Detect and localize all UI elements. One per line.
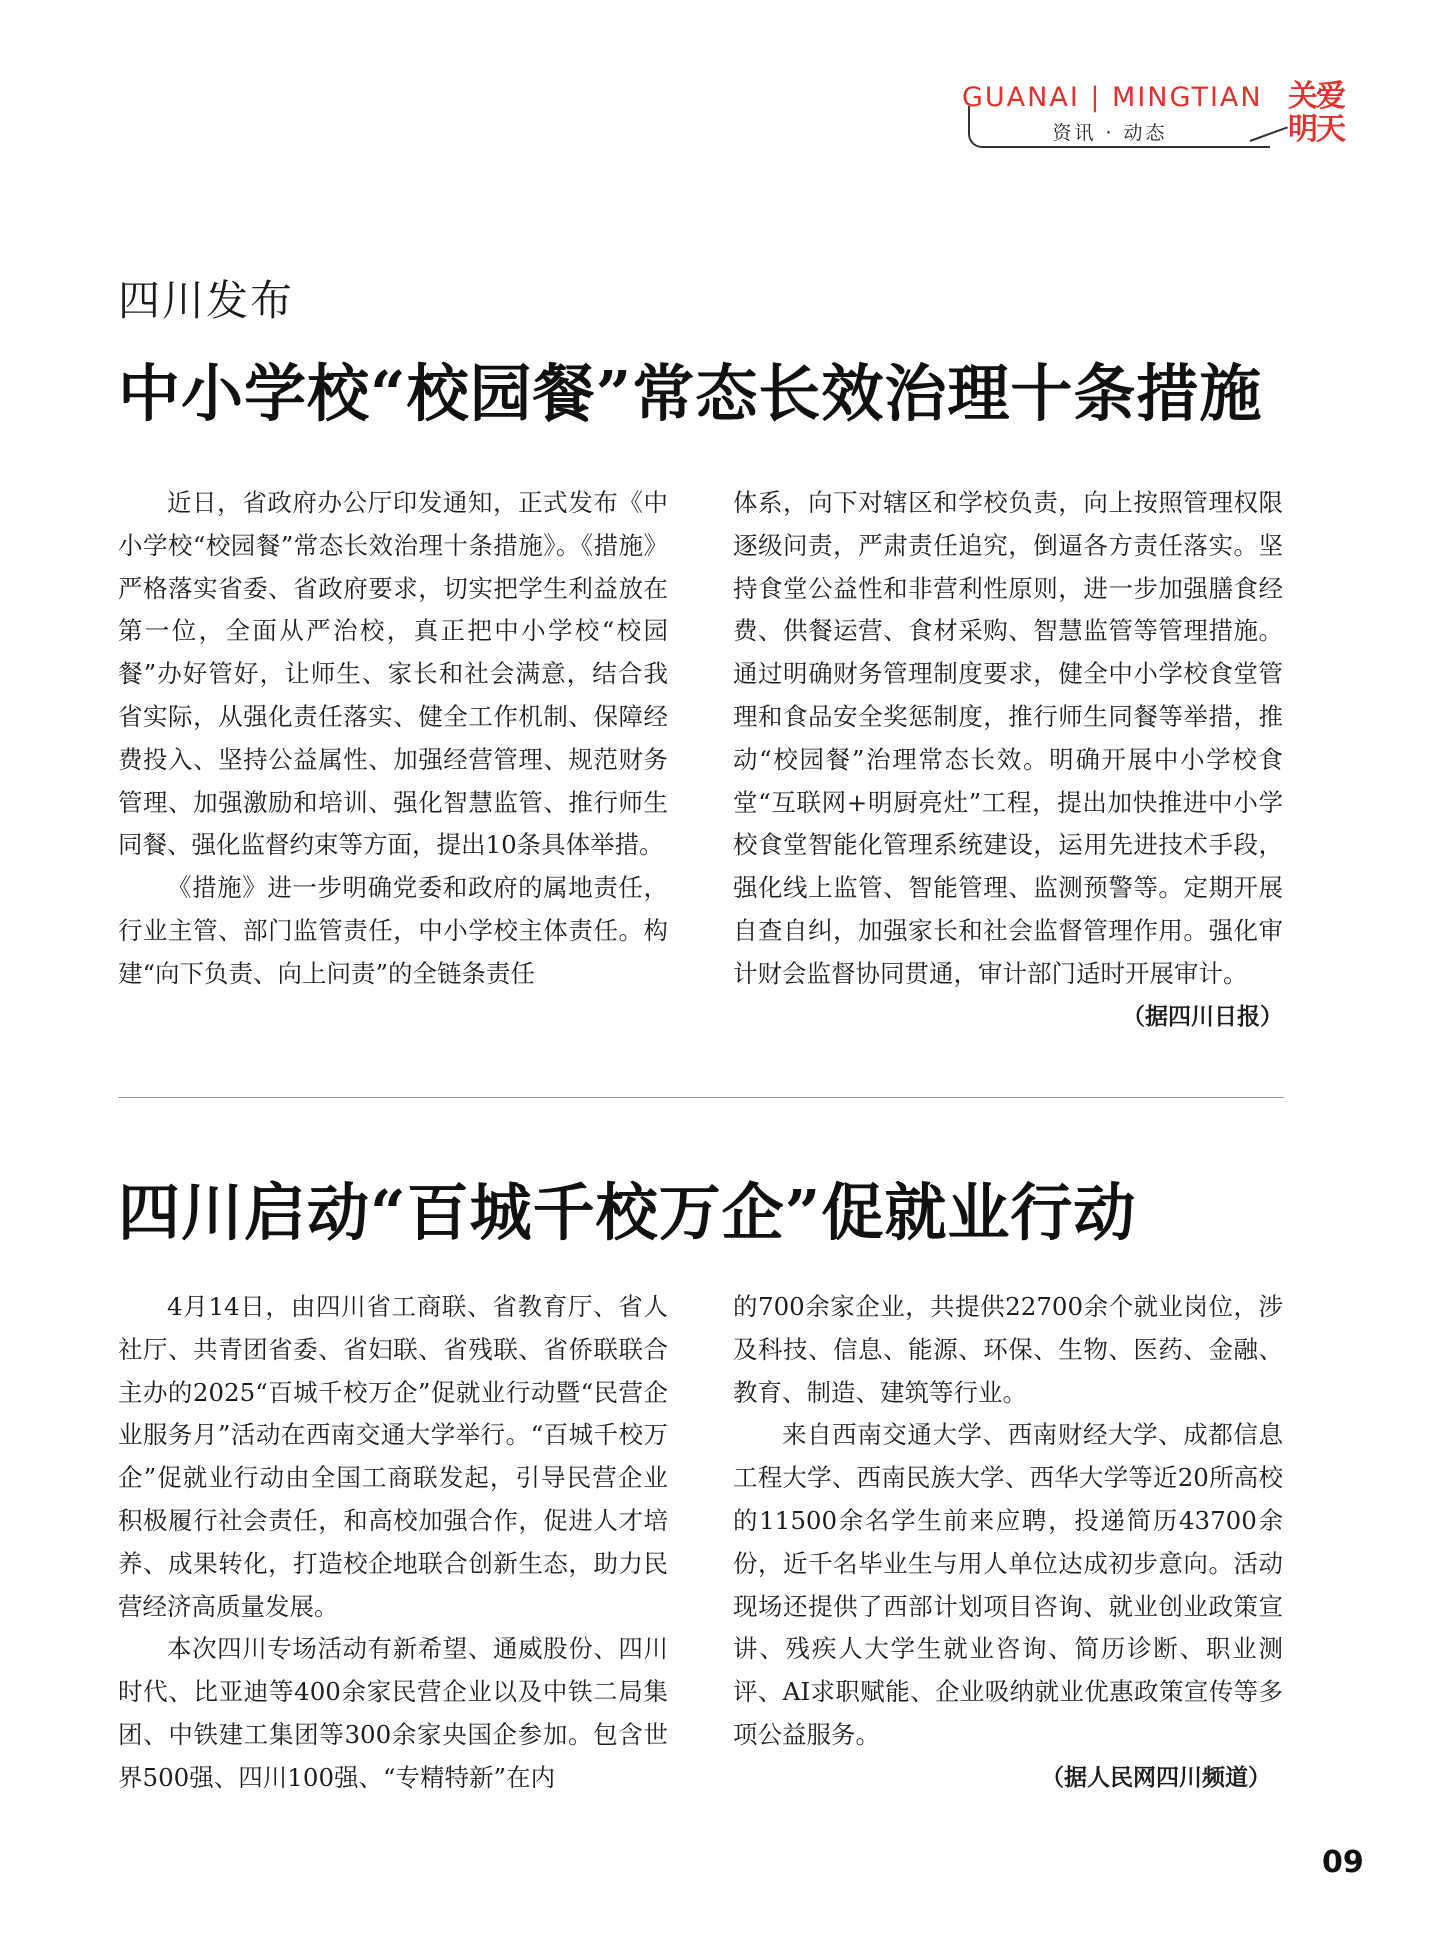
article1-right-column [733,482,1283,1038]
article1-source: （据四川日报） [1122,1003,1283,1030]
article2-paragraph: 4月14日，由四川省工商联、省教育厅、省人社厅、共青团省委、省妇联、省残联、省侨联联合主办的2025“百城千校万企”促就业行动暨“民营企业服务月”活动在西南交通大学举行。“百城千校万企”促就业行动由全国工商联发起，引导民营企业积极履行社会责任，和高校加强合作，促进人才培养、成果转化，打造校企地联合创新生态，助力民营经济高质量发展。 [118,1292,668,1621]
article1-left-column [118,482,668,996]
article1-paragraph: 近日，省政府办公厅印发通知，正式发布《中小学校“校园餐”常态长效治理十条措施》。《措施》严格落实省委、省政府要求，切实把学生利益放在第一位，全面从严治校，真正把中小学校“校园餐”办好管好，让师生、家长和社会满意，结合我省实际，从强化责任落实、健全工作机制、保障经费投入、坚持公益属性、加强经营管理、规范财务管理、加强激励和培训、强化智慧监管、推行师生同餐、强化监督约束等方面，提出10条具体举措。 [118,488,668,860]
page-number: 09 [1322,1845,1364,1880]
article1-paragraph-continued [733,482,1283,1030]
article1-kicker: 四川发布 [118,276,295,325]
article2-left-column [118,1286,668,1800]
article2-right-column [733,1286,1283,1800]
article1-title: 中小学校“校园餐”常态长效治理十条措施 [118,357,1263,430]
article2-paragraph: 来自西南交通大学、西南财经大学、成都信息工程大学、西南民族大学、西华大学等近20所高校的11500余名学生前来应聘，投递简历43700余份，近千名毕业生与用人单位达成初步意向。活动现场还提供了西部计划项目咨询、就业创业政策宣讲、残疾人大学生就业咨询、简历诊断、职业测评、AI求职赋能、企业吸纳就业优惠政策宣传等多项公益服务。 [733,1420,1283,1749]
article2-paragraph-continued: 的700余家企业，共提供22700余个就业岗位，涉及科技、信息、能源、环保、生物、医药、金融、教育、制造、建筑等行业。 [733,1292,1283,1407]
brand-logo: 关爱明天 [1288,79,1344,147]
article1-paragraph-text: 体系，向下对辖区和学校负责，向上按照管理权限逐级问责，严肃责任追究，倒逼各方责任落实。坚持食堂公益性和非营利性原则，进一步加强膳食经费、供餐运营、食材采购、智慧监管等管理措施。通过明确财务管理制度要求，健全中小学校食堂管理和食品安全奖惩制度，推行师生同餐等举措，推动“校园餐”治理常态长效。明确开展中小学校食堂“互联网+明厨亮灶”工程，提出加快推进中小学校食堂智能化管理系统建设，运用先进技术手段，强化线上监管、智能管理、监测预警等。定期开展自查自纠，加强家长和社会监督管理作用。强化审计财会监督协同贯通，审计部门适时开展审计。 [733,488,1283,988]
article2-title: 四川启动“百城千校万企”促就业行动 [118,1176,1137,1249]
article2-source: （据人民网四川频道） [1041,1764,1271,1791]
brand-english: GUANAI | MINGTIAN [962,82,1263,113]
section-label: 资讯 · 动态 [1052,122,1168,144]
article-divider [118,1097,1284,1098]
article1-paragraph: 《措施》进一步明确党委和政府的属地责任，行业主管、部门监管责任，中小学校主体责任。构建“向下负责、向上问责”的全链条责任 [118,873,668,988]
article2-paragraph: 本次四川专场活动有新希望、通威股份、四川时代、比亚迪等400余家民营企业以及中铁二局集团、中铁建工集团等300余家央国企参加。包含世界500强、四川100强、“专精特新”在内 [118,1634,668,1792]
